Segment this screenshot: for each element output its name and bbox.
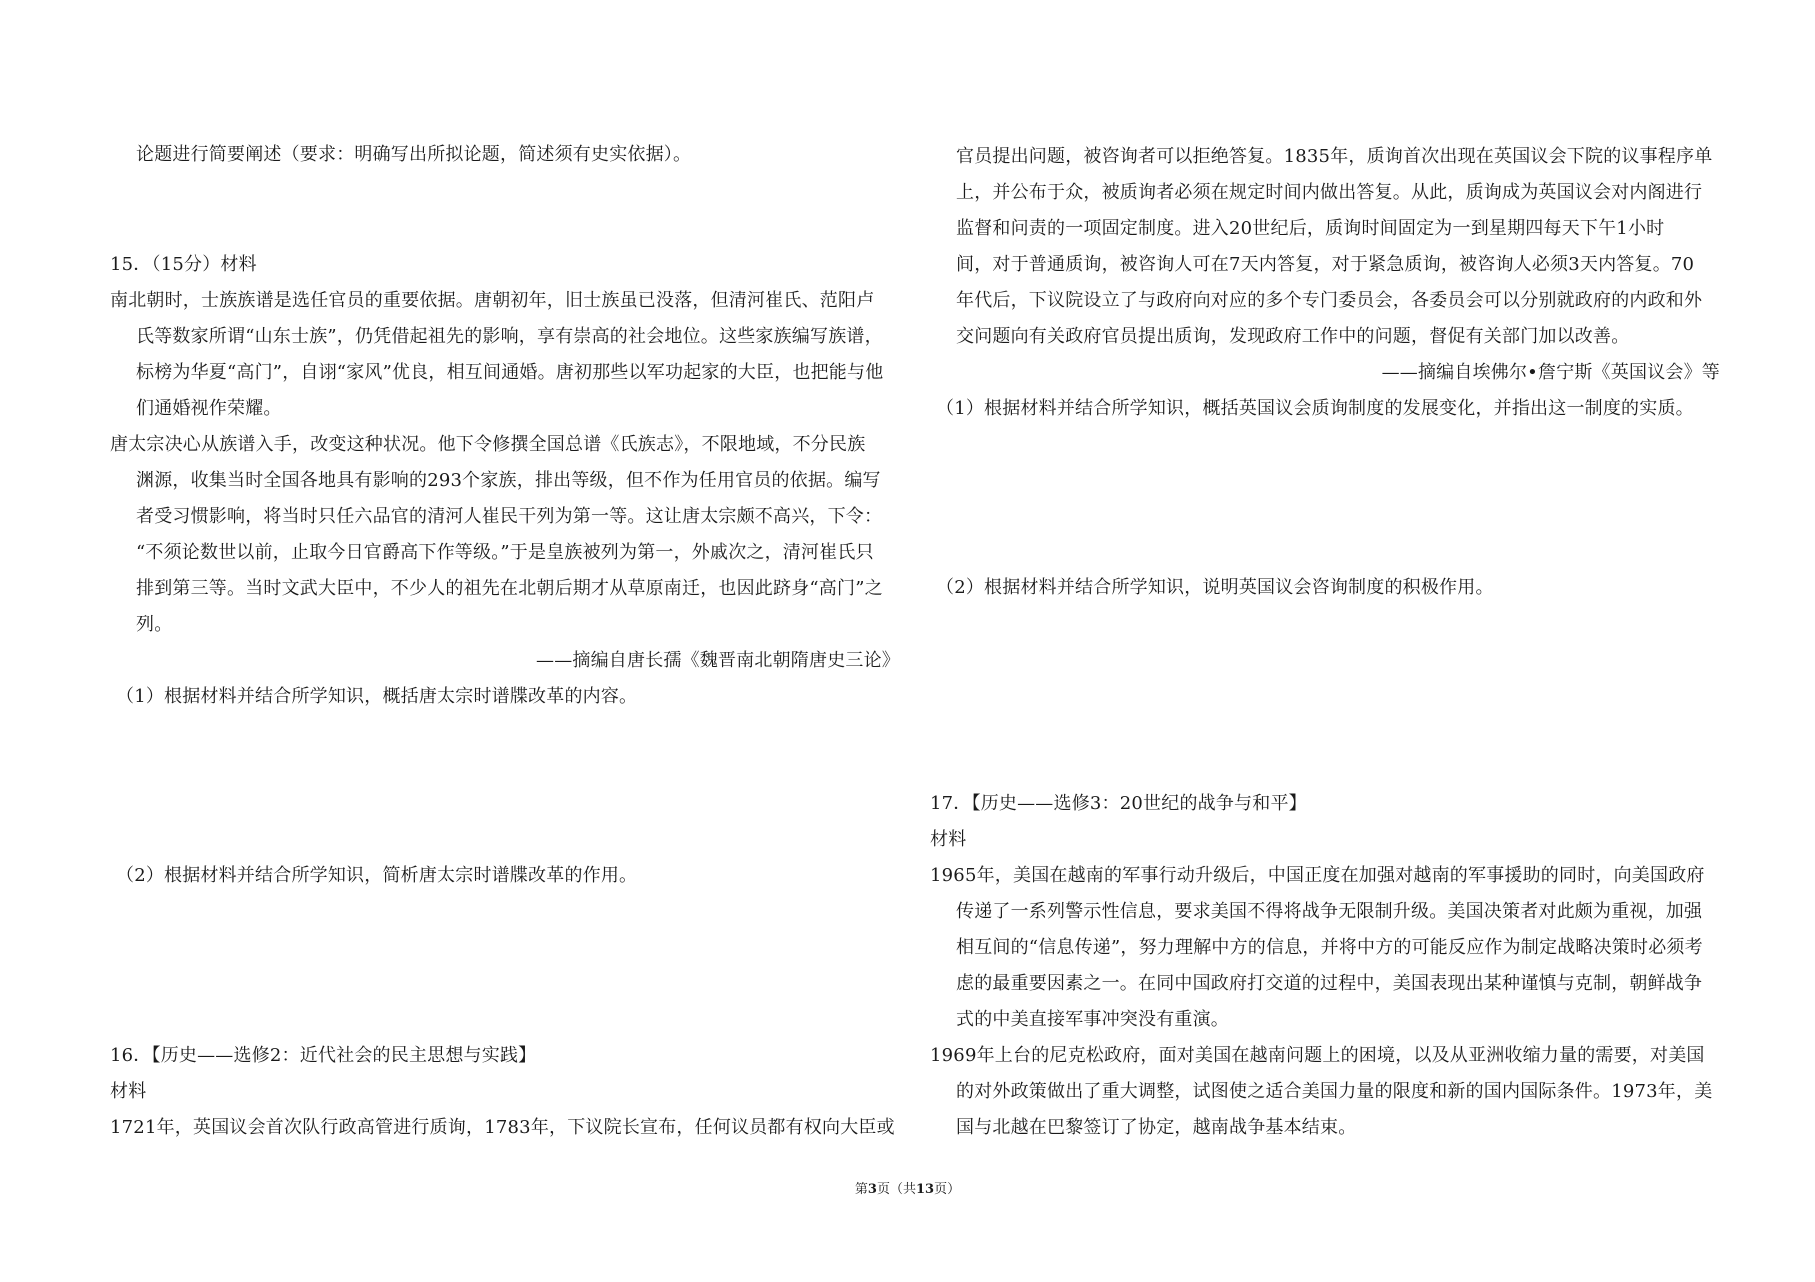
q15-heading: 15．（15分）材料: [110, 254, 257, 275]
q16-material-line: 年代后，下议院设立了与政府向对应的多个专门委员会，各委员会可以分别就政府的内政和外: [956, 290, 1703, 311]
q16-source: ——摘编自埃佛尔•詹宁斯《英国议会》等: [1381, 362, 1720, 383]
intro-text: 论题进行简要阐述（要求：明确写出所拟论题，简述须有史实依据）。: [136, 144, 692, 165]
q15-question-2: （2）根据材料并结合所学知识，简析唐太宗时谱牒改革的作用。: [116, 865, 638, 886]
footer-page-number: 3: [867, 1182, 877, 1197]
q16-question-1: （1）根据材料并结合所学知识，概括英国议会质询制度的发展变化，并指出这一制度的实质。: [936, 398, 1694, 419]
q17-p2-line: 1969年上台的尼克松政府，面对美国在越南问题上的困境，以及从亚洲收缩力量的需要，对美国: [930, 1045, 1705, 1066]
q17-heading: 17．【历史——选修3：20世纪的战争与和平】: [930, 793, 1307, 814]
q15-p1-line: 氏等数家所谓“山东士族”，仍凭借起祖先的影响，享有崇高的社会地位。这些家族编写族谱，: [136, 326, 883, 347]
q16-material-line: 上，并公布于众，被质询者必须在规定时间内做出答复。从此，质询成为英国议会对内阁进行: [956, 182, 1703, 203]
q17-p1-line: 相互间的“信息传递”，努力理解中方的信息，并将中方的可能反应作为制定战略决策时必须考: [956, 937, 1703, 958]
footer-suffix: 页）: [934, 1182, 961, 1197]
q17-p1-line: 式的中美直接军事冲突没有重演。: [956, 1009, 1229, 1030]
q15-p2-line: 渊源，收集当时全国各地具有影响的293个家族，排出等级，但不作为任用官员的依据。编写: [136, 470, 881, 491]
q15-p2-line: 唐太宗决心从族谱入手，改变这种状况。他下令修撰全国总谱《氏族志》，不限地域，不分民族: [110, 434, 866, 455]
footer-prefix: 第: [854, 1182, 868, 1197]
q16-material-label: 材料: [110, 1081, 147, 1102]
q16-material-line: 官员提出问题，被咨询者可以拒绝答复。1835年，质询首次出现在英国议会下院的议事程序单: [956, 146, 1713, 167]
q17-p1-line: 传递了一系列警示性信息，要求美国不得将战争无限制升级。美国决策者对此颇为重视，加强: [956, 901, 1703, 922]
q16-material-line: 监督和问责的一项固定制度。进入20世纪后，质询时间固定为一到星期四每天下午1小时: [956, 218, 1665, 239]
q16-material-line: 间，对于普通质询，被咨询人可在7天内答复，对于紧急质询，被咨询人必须3天内答复。70: [956, 254, 1695, 275]
page-footer: [0, 1181, 1815, 1199]
q16-question-2: （2）根据材料并结合所学知识，说明英国议会咨询制度的积极作用。: [936, 577, 1494, 598]
q15-p2-line: “不须论数世以前，止取今日官爵高下作等级。”于是皇族被列为第一，外戚次之，清河崔氏只: [136, 542, 874, 563]
q15-p2-line: 者受习惯影响，将当时只任六品官的清河人崔民干列为第一等。这让唐太宗颇不高兴，下令：: [136, 506, 883, 527]
q17-p1-line: 虑的最重要因素之一。在同中国政府打交道的过程中，美国表现出某种谨慎与克制，朝鲜战争: [956, 973, 1703, 994]
q15-p1-line: 们通婚视作荣耀。: [136, 398, 282, 419]
q16-heading: 16．【历史——选修2：近代社会的民主思想与实践】: [110, 1045, 537, 1066]
q15-p1-line: 标榜为华夏“高门”，自诩“家风”优良，相互间通婚。唐初那些以军功起家的大臣，也把能与他: [136, 362, 884, 383]
q16-material-line: 交问题向有关政府官员提出质询，发现政府工作中的问题，督促有关部门加以改善。: [956, 326, 1630, 347]
footer-total-pages: 13: [915, 1182, 935, 1197]
q15-p2-line: 列。: [136, 614, 173, 635]
q15-question-1: （1）根据材料并结合所学知识，概括唐太宗时谱牒改革的内容。: [116, 686, 638, 707]
q15-source: ——摘编自唐长孺《魏晋南北朝隋唐史三论》: [536, 650, 900, 671]
q17-p1-line: 1965年，美国在越南的军事行动升级后，中国正度在加强对越南的军事援助的同时，向美国政府: [930, 865, 1705, 886]
q16-material-line: 1721年，英国议会首次队行政高管进行质询，1783年，下议院长宣布，任何议员都有权向大臣或: [110, 1117, 895, 1138]
q17-material-label: 材料: [930, 829, 967, 850]
q15-p1-line: 南北朝时，士族族谱是选任官员的重要依据。唐朝初年，旧士族虽已没落，但清河崔氏、范阳卢: [110, 290, 875, 311]
q15-p2-line: 排到第三等。当时文武大臣中，不少人的祖先在北朝后期才从草原南迁，也因此跻身“高门”之: [136, 578, 883, 599]
footer-mid: 页（共: [876, 1182, 916, 1197]
q17-p2-line: 国与北越在巴黎签订了协定，越南战争基本结束。: [956, 1117, 1357, 1138]
q17-p2-line: 的对外政策做出了重大调整，试图使之适合美国力量的限度和新的国内国际条件。1973年，美: [956, 1081, 1713, 1102]
